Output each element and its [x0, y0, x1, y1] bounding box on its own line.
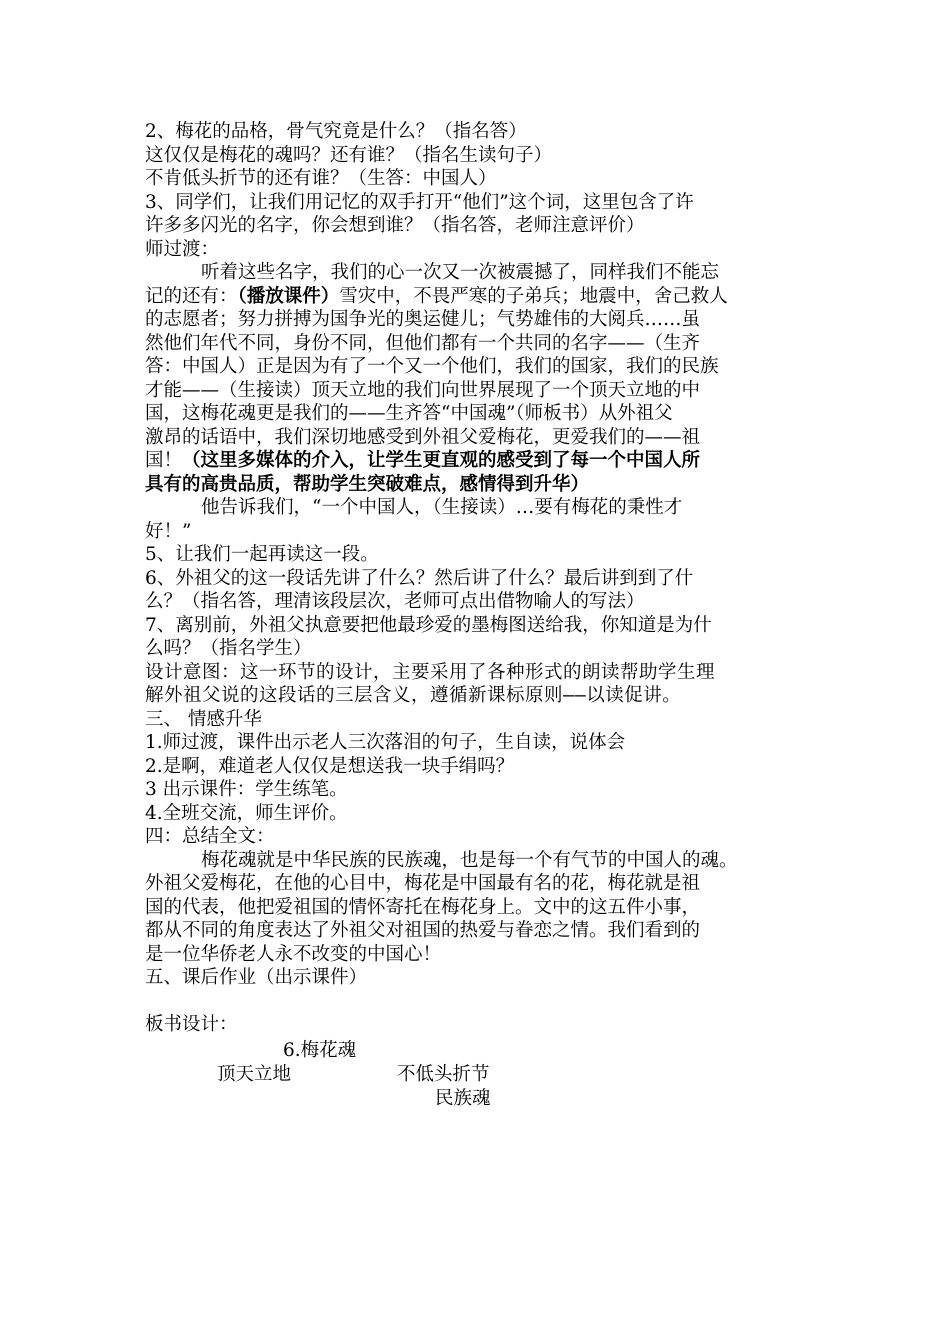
document-page	[145, 120, 820, 1117]
text-line: 这仅仅是梅花的魂吗？还有谁？（指名生读句子）	[145, 144, 553, 166]
paragraph-line: 然他们年代不同，身份不同，但他们都有一个共同的名字——（生齐	[145, 332, 701, 354]
paragraph-line: 外祖父爱梅花，在他的心目中，梅花是中国最有名的花，梅花就是祖	[145, 873, 701, 894]
text-span: 国！	[145, 450, 183, 471]
paragraph-line: 的志愿者；努力拼搏为国争光的奥运健儿；气势雄伟的大阅兵……虽	[145, 309, 701, 330]
section-heading: 五、课后作业（出示课件）	[145, 967, 368, 988]
design-intent-line: 解外祖父说的这段话的三层含义，遵循新课标原则——以读促讲。	[145, 685, 682, 706]
text-line: 不肯低头折节的还有谁？（生答：中国人）	[145, 168, 497, 189]
paragraph-line: 国的代表，他把爱祖国的情怀寄托在梅花身上。文中的这五件小事，	[145, 896, 701, 918]
text-line: 1.师过渡，课件出示老人三次落泪的句子，生自读，说体会	[145, 732, 626, 753]
paragraph-line: 听着这些名字，我们的心一次又一次被震撼了，同样我们不能忘	[201, 262, 720, 283]
paragraph-line: 才能——（生接读）顶天立地的我们向世界展现了一个顶天立地的中	[145, 379, 701, 401]
board-left: 顶天立地	[217, 1063, 292, 1085]
bold-note: （播放课件）	[237, 285, 340, 307]
paragraph-line: 国，这梅花魂更是我们的——生齐答“中国魂”（师板书）从外祖父	[145, 403, 673, 424]
text-span: 雪灾中，不畏严寒的子弟兵；地震中，舍己救人	[339, 285, 728, 307]
text-span: 记的还有：	[145, 285, 238, 307]
blank-line	[145, 990, 820, 1014]
text-line: 么？（指名答，理清该段层次，老师可点出借物喻人的写法）	[145, 591, 645, 612]
paragraph-line: 答：中国人）正是因为有了一个又一个他们，我们的国家，我们的民族	[145, 356, 719, 377]
paragraph-line	[145, 285, 820, 309]
paragraph-line: 激昂的话语中，我们深切地感受到外祖父爱梅花，更爱我们的——祖	[145, 426, 701, 448]
section-heading: 三、 情感升华	[145, 708, 262, 730]
text-line: 师过渡：	[145, 238, 220, 260]
paragraph-line: 是一位华侨老人永不改变的中国心！	[145, 943, 442, 965]
paragraph-line	[145, 449, 820, 473]
board-title: 6.梅花魂	[283, 1039, 357, 1061]
design-intent-line: 设计意图：这一环节的设计，主要采用了各种形式的朗读帮助学生理	[145, 661, 716, 683]
board-right: 不低头折节	[397, 1063, 490, 1085]
text-line: 2、梅花的品格，骨气究竟是什么？（指名答）	[145, 121, 527, 142]
paragraph-line: 都从不同的角度表达了外祖父对祖国的热爱与眷恋之情。我们看到的	[145, 920, 701, 941]
text-line: 3、同学们，让我们用记忆的双手打开“他们”这个词，这里包含了许	[145, 191, 694, 213]
text-line: 5、让我们一起再读这一段。	[145, 544, 379, 565]
text-line: 3 出示课件：学生练笔。	[145, 779, 348, 800]
paragraph-line: 他告诉我们，“一个中国人，（生接读）…要有梅花的秉性才	[201, 497, 683, 518]
text-line: 许多多闪光的名字，你会想到谁？（指名答，老师注意评价）	[145, 215, 645, 236]
board-design	[145, 1037, 820, 1117]
board-heading: 板书设计：	[145, 1014, 238, 1035]
text-line: 6、外祖父的这一段话先讲了什么？然后讲了什么？最后讲到到了什	[145, 567, 694, 589]
paragraph-line: 梅花魂就是中华民族的民族魂，也是每一个有气节的中国人的魂。	[201, 849, 738, 871]
text-line: 7、离别前，外祖父执意要把他最珍爱的墨梅图送给我，你知道是为什	[145, 614, 712, 636]
text-line: 么吗？（指名学生）	[145, 638, 312, 659]
section-heading: 四：总结全文：	[145, 826, 275, 847]
board-bottom: 民族魂	[435, 1087, 491, 1109]
text-line: 2.是啊，难道老人仅仅是想送我一块手绢吗？	[145, 755, 515, 777]
bold-note: （这里多媒体的介入，让学生更直观的感受到了每一个中国人所	[182, 450, 701, 471]
paragraph-line: 好！”	[145, 520, 192, 542]
bold-note: 具有的高贵品质，帮助学生突破难点，感情得到升华）	[145, 473, 590, 495]
text-line: 4.全班交流，师生评价。	[145, 802, 348, 824]
